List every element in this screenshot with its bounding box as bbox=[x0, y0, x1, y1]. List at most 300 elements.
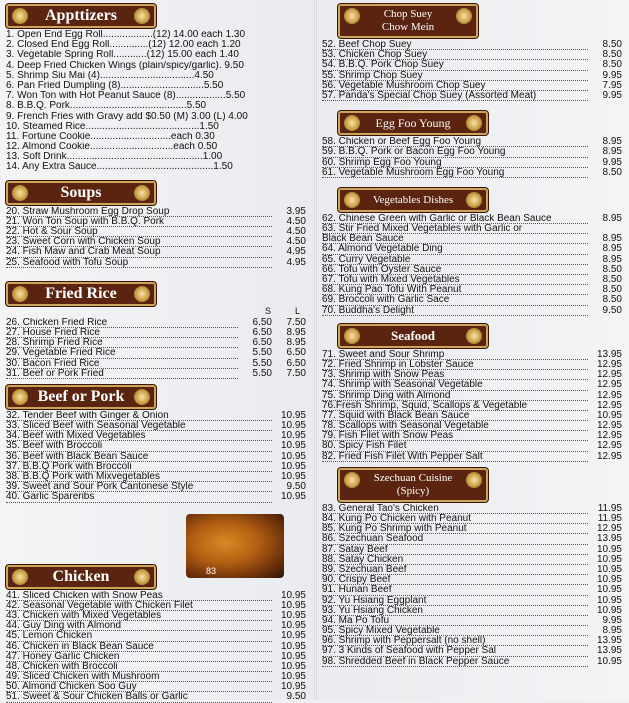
menu-item-price: 9.95 bbox=[602, 69, 622, 81]
section-banner-vegetables bbox=[338, 188, 488, 212]
menu-item-price: 9.95 bbox=[602, 156, 622, 168]
menu-item-price: 12.95 bbox=[596, 420, 622, 432]
menu-item-name: 20. Straw Mushroom Egg Drop Soup bbox=[6, 207, 272, 217]
menu-item-name: 77. Squid with Black Bean Sauce bbox=[322, 411, 588, 421]
menu-item-price: 8.50 bbox=[602, 59, 622, 71]
menu-item bbox=[6, 411, 306, 421]
section-banner-chop-suey bbox=[338, 4, 478, 38]
section-banner-soups bbox=[6, 181, 156, 205]
menu-item-price: 8.95 bbox=[602, 136, 622, 148]
egg-foo-young-list bbox=[322, 137, 622, 178]
menu-item bbox=[322, 452, 622, 462]
ornament-icon bbox=[134, 286, 150, 302]
menu-item bbox=[322, 596, 622, 606]
menu-item-price: 13.95 bbox=[596, 348, 622, 360]
menu-item-price: 13.95 bbox=[596, 635, 622, 647]
menu-item-price: 7.50 bbox=[286, 367, 306, 379]
menu-item-price: 12.95 bbox=[596, 369, 622, 381]
menu-item-price: 12.95 bbox=[596, 399, 622, 411]
section-title: Egg Foo Young bbox=[375, 115, 451, 130]
menu-item-name: 13. Soft Drink.................................................1.00 bbox=[6, 152, 223, 163]
page-fold bbox=[314, 0, 317, 700]
menu-item-name: 65. Curry Vegetable bbox=[322, 255, 588, 265]
vegetables-list bbox=[322, 214, 622, 316]
menu-item-price: 4.95 bbox=[286, 246, 306, 258]
menu-item-name: 31. Beef or Pork Fried bbox=[6, 369, 238, 379]
menu-item-name: 95. Spicy Mixed Vegetable bbox=[322, 626, 588, 636]
menu-item-price: 8.50 bbox=[602, 284, 622, 296]
menu-item-price: 4.50 bbox=[286, 215, 306, 227]
menu-item bbox=[6, 672, 306, 682]
menu-item-price: 10.95 bbox=[596, 574, 622, 586]
menu-item-price: 10.95 bbox=[596, 584, 622, 596]
menu-item-price: 9.50 bbox=[602, 304, 622, 316]
menu-item bbox=[322, 441, 622, 451]
menu-item-name: 30. Bacon Fried Rice bbox=[6, 359, 238, 369]
size-header bbox=[6, 306, 306, 316]
menu-item-price: 10.95 bbox=[280, 460, 306, 472]
menu-item-name: 28. Shrimp Fried Rice bbox=[6, 338, 238, 348]
menu-item bbox=[6, 152, 306, 162]
menu-item bbox=[322, 657, 622, 667]
menu-item bbox=[322, 60, 622, 70]
menu-item-name: 72. Fried Shrimp in Lobster Sauce bbox=[322, 360, 588, 370]
menu-item-price: 10.95 bbox=[596, 563, 622, 575]
menu-item-name: 9. French Fries with Gravy add $0.50 (M) 3.00 (L) 4.00 bbox=[6, 111, 248, 122]
menu-item-price: 10.95 bbox=[596, 409, 622, 421]
section-banner-chicken bbox=[6, 565, 156, 589]
menu-item-price: 8.95 bbox=[602, 146, 622, 158]
menu-item-name: 43. Chicken with Mixed Vegetables bbox=[6, 611, 272, 621]
ornament-icon bbox=[344, 192, 360, 208]
menu-item-name: 51. Sweet & Sour Chicken Balls or Garlic bbox=[6, 692, 272, 702]
menu-item-name: 36. Beef with Black Bean Sauce bbox=[6, 452, 272, 462]
menu-item bbox=[322, 636, 622, 646]
section-title: Seafood bbox=[390, 327, 436, 343]
menu-item bbox=[6, 227, 306, 237]
menu-item-name: 91. Hunan Beef bbox=[322, 585, 588, 595]
menu-item-price: 10.95 bbox=[596, 604, 622, 616]
menu-item-name: 54. B.B.Q. Pork Chop Suey bbox=[322, 60, 588, 70]
menu-item-price: 8.50 bbox=[602, 39, 622, 50]
menu-item bbox=[322, 646, 622, 656]
menu-item bbox=[6, 421, 306, 431]
menu-item-price: 8.50 bbox=[602, 49, 622, 61]
menu-item bbox=[322, 391, 622, 401]
menu-item-price: 10.95 bbox=[596, 543, 622, 555]
menu-item-name: 27. House Fried Rice bbox=[6, 328, 238, 338]
menu-item-name: 32. Tender Beef with Ginger & Onion bbox=[6, 411, 272, 421]
menu-item bbox=[322, 626, 622, 636]
menu-item-price: 10.95 bbox=[280, 660, 306, 672]
menu-item-name: 60. Shrimp Egg Foo Young bbox=[322, 158, 588, 168]
section-title: Chop Suey bbox=[383, 8, 433, 20]
menu-item-price: 8.50 bbox=[602, 166, 622, 178]
menu-item-name: 66. Tofu with Oyster Sauce bbox=[322, 265, 588, 275]
ornament-icon bbox=[344, 115, 360, 131]
menu-item-name: 71. Sweet and Sour Shrimp bbox=[322, 350, 588, 360]
menu-item-price: 8.95 bbox=[286, 337, 306, 349]
section-subtitle: (Spicy) bbox=[396, 484, 430, 497]
menu-item-price: 12.95 bbox=[596, 379, 622, 391]
menu-item bbox=[6, 50, 306, 60]
menu-item-name: 34. Beef with Mixed Vegetables bbox=[6, 431, 272, 441]
ornament-icon bbox=[466, 328, 482, 344]
menu-item-name: 74. Shrimp with Seasonal Vegetable bbox=[322, 380, 588, 390]
menu-item-price: 11.95 bbox=[597, 513, 622, 524]
menu-item-name: 40. Garlic Spareribs bbox=[6, 492, 272, 502]
menu-item-price: 10.95 bbox=[280, 681, 306, 693]
menu-item-price: 6.50 bbox=[252, 326, 272, 338]
menu-item bbox=[322, 431, 622, 441]
menu-item-name: 2. Closed End Egg Roll..............(12) 12.00 each 1.20 bbox=[6, 40, 241, 51]
menu-item bbox=[6, 132, 306, 142]
menu-item-name: 79. Fish Filet with Snow Peas bbox=[322, 431, 588, 441]
menu-item bbox=[322, 534, 622, 544]
menu-item-name: 83. General Tao's Chicken bbox=[322, 504, 588, 514]
ornament-icon bbox=[134, 389, 150, 405]
menu-item-price: 11.95 bbox=[597, 502, 622, 514]
menu-item-price: 9.50 bbox=[286, 481, 306, 493]
menu-item-name: 85. Kung Po Shrimp with Peanut bbox=[322, 524, 588, 534]
menu-item bbox=[322, 306, 622, 316]
menu-item bbox=[322, 524, 622, 534]
section-banner-beef-pork bbox=[6, 385, 156, 409]
soups-list bbox=[6, 207, 306, 268]
ornament-icon bbox=[344, 328, 360, 344]
beef-pork-list bbox=[6, 411, 306, 503]
ornament-icon bbox=[466, 472, 482, 488]
menu-item-name: 6. Pan Fried Dumpling (8)..............................5.50 bbox=[6, 80, 224, 91]
menu-item bbox=[6, 682, 306, 692]
menu-item-price: 8.50 bbox=[602, 263, 622, 275]
menu-item-name: 37. B.B.Q Pork with Broccoli bbox=[6, 462, 272, 472]
menu-item-name: 84. Kung Po Chicken with Peanut bbox=[322, 514, 588, 524]
menu-item bbox=[6, 101, 306, 111]
menu-item-price: 6.50 bbox=[252, 316, 272, 328]
menu-item bbox=[322, 40, 622, 50]
menu-item bbox=[6, 81, 306, 91]
menu-item-price: 8.50 bbox=[602, 274, 622, 285]
menu-item-name: 69. Broccoli with Garlic Sace bbox=[322, 295, 588, 305]
menu-item bbox=[322, 370, 622, 380]
menu-item-price: 3.95 bbox=[286, 205, 306, 217]
menu-item-price: 9.95 bbox=[602, 614, 622, 626]
menu-item-price: 8.95 bbox=[602, 253, 622, 265]
menu-item-price: 13.95 bbox=[596, 645, 622, 657]
menu-item bbox=[322, 50, 622, 60]
menu-item bbox=[322, 224, 622, 234]
menu-item bbox=[6, 142, 306, 152]
menu-item-name: 80. Spicy Fish Filet bbox=[322, 441, 588, 451]
menu-item-price: 10.95 bbox=[280, 471, 306, 482]
menu-item-price: 12.95 bbox=[596, 430, 622, 442]
menu-item-price: 10.95 bbox=[280, 599, 306, 611]
menu-item-price: 10.95 bbox=[280, 650, 306, 662]
menu-item bbox=[322, 168, 622, 178]
menu-item-name: 89. Szechuan Beef bbox=[322, 565, 588, 575]
menu-item bbox=[322, 606, 622, 616]
menu-item-name: 98. Shredded Beef in Black Pepper Sauce bbox=[322, 657, 588, 667]
menu-item-name: 35. Beef with Broccoli bbox=[6, 441, 272, 451]
fried-rice-list bbox=[6, 318, 306, 379]
menu-item-name: 24. Fish Maw and Crab Meat Soup bbox=[6, 247, 272, 257]
menu-item-name: 45. Lemon Chicken bbox=[6, 631, 272, 641]
menu-item-name: Black Bean Sauce bbox=[322, 234, 588, 244]
menu-item-price: 9.95 bbox=[602, 89, 622, 101]
menu-item-price: 6.50 bbox=[286, 347, 306, 359]
menu-item-name: 48. Chicken with Broccoli bbox=[6, 662, 272, 672]
menu-item bbox=[6, 482, 306, 492]
menu-item-name: 26. Chicken Fried Rice bbox=[6, 318, 238, 328]
ornament-icon bbox=[12, 8, 28, 24]
menu-item bbox=[322, 360, 622, 370]
menu-item bbox=[6, 601, 306, 611]
menu-item bbox=[322, 421, 622, 431]
menu-item-name: 52. Beef Chop Suey bbox=[322, 40, 588, 50]
menu-item bbox=[6, 652, 306, 662]
menu-item-name: 92. Yu Hsiang Eggplant bbox=[322, 596, 588, 606]
menu-item-name: 21. Won Ton Soup with B.B.Q. Pork bbox=[6, 217, 272, 227]
chop-suey-list bbox=[322, 40, 622, 101]
menu-item bbox=[322, 514, 622, 524]
menu-item-price: 8.95 bbox=[602, 625, 622, 637]
menu-item-price: 8.95 bbox=[602, 212, 622, 224]
size-large-label: L bbox=[294, 305, 300, 316]
menu-item-name: 44. Guy Ding with Almond bbox=[6, 621, 272, 631]
menu-item bbox=[322, 585, 622, 595]
menu-item-name: 42. Seasonal Vegetable with Chicken Filet bbox=[6, 601, 272, 611]
menu-item bbox=[322, 295, 622, 305]
menu-item-price: 10.95 bbox=[280, 589, 306, 601]
menu-item bbox=[6, 237, 306, 247]
menu-item-price: 10.95 bbox=[280, 440, 306, 452]
menu-item-name: 59. B.B.Q. Pork or Bacon Egg Foo Young bbox=[322, 147, 588, 157]
menu-item-name: 90. Crispy Beef bbox=[322, 575, 588, 585]
menu-item bbox=[6, 492, 306, 502]
right-column bbox=[322, 0, 622, 700]
menu-item-name: 87. Satay Beef bbox=[322, 545, 588, 555]
menu-item bbox=[322, 214, 622, 224]
ornament-icon bbox=[344, 472, 360, 488]
menu-item bbox=[322, 244, 622, 254]
menu-item-name: 96. Shrimp with Peppersalt (no shell) bbox=[322, 636, 588, 646]
size-small-label: S bbox=[264, 305, 271, 316]
section-banner-egg-foo-young bbox=[338, 111, 488, 135]
menu-item-price: 12.95 bbox=[596, 440, 622, 452]
ornament-icon bbox=[466, 192, 482, 208]
menu-item-price: 5.50 bbox=[252, 367, 272, 379]
menu-item bbox=[6, 642, 306, 652]
menu-item-price: 10.95 bbox=[280, 620, 306, 632]
menu-item bbox=[322, 616, 622, 626]
menu-item-name: 25. Seafood with Tofu Soup bbox=[6, 258, 272, 268]
menu-item-name: 78. Scallops with Seasonal Vegetable bbox=[322, 421, 588, 431]
menu-item-name: 68. Kung Pao Tofu With Peanut bbox=[322, 285, 588, 295]
menu-item bbox=[322, 411, 622, 421]
food-photo bbox=[186, 514, 284, 578]
menu-item bbox=[322, 401, 622, 411]
photo-label: 83 bbox=[206, 566, 217, 576]
menu-item-price: 10.95 bbox=[280, 491, 306, 503]
menu-item bbox=[6, 611, 306, 621]
menu-item bbox=[6, 162, 306, 172]
menu-item bbox=[322, 504, 622, 514]
menu-item bbox=[322, 234, 622, 244]
menu-item-name: 46. Chicken in Black Bean Sauce bbox=[6, 642, 272, 652]
menu-item-name: 49. Sliced Chicken with Mushroom bbox=[6, 672, 272, 682]
menu-item bbox=[6, 71, 306, 81]
menu-item bbox=[6, 631, 306, 641]
section-title: Soups bbox=[60, 183, 102, 201]
menu-item bbox=[6, 91, 306, 101]
section-title: Appttizers bbox=[45, 7, 117, 24]
menu-item bbox=[322, 285, 622, 295]
menu-item-name: 62. Chinese Green with Garlic or Black Bean Sauce bbox=[322, 214, 588, 224]
left-column bbox=[6, 0, 306, 703]
section-title: Chicken bbox=[52, 567, 110, 585]
menu-item bbox=[6, 40, 306, 50]
section-title: Szechuan Cuisine bbox=[373, 471, 453, 484]
menu-item-name: 63. Stir Fried Mixed Vegetables with Garlic or bbox=[322, 224, 588, 234]
menu-item-price: 8.50 bbox=[602, 294, 622, 306]
menu-item-name: 22. Hot & Sour Soup bbox=[6, 227, 272, 237]
menu-item-name: 61. Vegetable Mushroom Egg Foo Young bbox=[322, 168, 588, 178]
menu-item-name: 56. Vegetable Mushroom Chop Suey bbox=[322, 81, 588, 91]
ornament-icon bbox=[466, 115, 482, 131]
menu-item-price: 13.95 bbox=[596, 533, 622, 545]
ornament-icon bbox=[12, 389, 28, 405]
menu-item bbox=[6, 207, 306, 217]
menu-item-price: 5.50 bbox=[252, 357, 272, 369]
menu-item-price: 5.50 bbox=[252, 347, 272, 359]
menu-item-name: 88. Satay Chicken bbox=[322, 555, 588, 565]
menu-item-name: 41. Sliced Chicken with Snow Peas bbox=[6, 591, 272, 601]
section-banner-fried-rice bbox=[6, 282, 156, 306]
menu-item-name: 5. Shrimp Siu Mai (4)..................................4.50 bbox=[6, 70, 214, 81]
menu-item-price: 9.50 bbox=[286, 691, 306, 703]
menu-item bbox=[322, 555, 622, 565]
szechuan-list bbox=[322, 504, 622, 667]
menu-item bbox=[322, 81, 622, 91]
menu-item-price: 12.95 bbox=[596, 450, 622, 462]
ornament-icon bbox=[12, 185, 28, 201]
menu-item-name: 55. Shrimp Chop Suey bbox=[322, 71, 588, 81]
menu-item-name: 82. Fried Fish Filet With Pepper Salt bbox=[322, 452, 588, 462]
menu-item-name: 73. Shrimp with Snow Peas bbox=[322, 370, 588, 380]
menu-item-name: 58. Chicken or Beef Egg Foo Young bbox=[322, 137, 588, 147]
section-title: Vegetables Dishes bbox=[372, 193, 454, 206]
menu-item-name: 47. Honey Garlic Chicken bbox=[6, 652, 272, 662]
menu-item bbox=[6, 61, 306, 71]
menu-item-name: 14. Any Extra Sauce..........................................1.50 bbox=[6, 162, 233, 173]
menu-item bbox=[6, 30, 306, 40]
menu-item-price: 4.50 bbox=[286, 236, 306, 248]
menu-item-price: 12.95 bbox=[596, 389, 622, 401]
menu-item-name: 53. Chicken Chop Suey bbox=[322, 50, 588, 60]
menu-item-name: 7. Won Ton with Hot Peanut Sauce (8)..................5.50 bbox=[6, 91, 246, 102]
menu-item-price: 10.95 bbox=[280, 420, 306, 432]
menu-item-name: 10. Steamed Rice.........................................1.50 bbox=[6, 121, 219, 132]
menu-item-name: 39. Sweet and Sour Pork Cantonese Style bbox=[6, 482, 272, 492]
menu-item-price: 10.95 bbox=[280, 630, 306, 642]
menu-item-price: 10.95 bbox=[596, 655, 622, 667]
menu-item bbox=[322, 137, 622, 147]
menu-item bbox=[6, 591, 306, 601]
menu-item bbox=[6, 462, 306, 472]
menu-item-name: 93. Yu Hsiang Chicken bbox=[322, 606, 588, 616]
menu-item bbox=[322, 147, 622, 157]
section-title: Beef or Pork bbox=[37, 387, 125, 405]
menu-item-name: 67. Tofu with Mixed Vegetables bbox=[322, 275, 588, 285]
menu-item-name: 64. Almond Vegetable Ding bbox=[322, 244, 588, 254]
menu-item bbox=[322, 565, 622, 575]
seafood-list bbox=[322, 350, 622, 462]
menu-item bbox=[322, 158, 622, 168]
menu-item-price: 8.95 bbox=[602, 243, 622, 255]
menu-item-name: 57. Panda's Special Chop Suey (Assorted Meat) bbox=[322, 91, 588, 101]
menu-item bbox=[322, 575, 622, 585]
section-title: Fried Rice bbox=[45, 284, 117, 302]
menu-item bbox=[6, 441, 306, 451]
appetizers-list bbox=[6, 30, 306, 173]
menu-item-price: 10.95 bbox=[280, 640, 306, 652]
menu-item-price: 10.95 bbox=[596, 594, 622, 606]
menu-item bbox=[322, 255, 622, 265]
menu-item bbox=[6, 662, 306, 672]
menu-item-name: 29. Vegetable Fried Rice bbox=[6, 348, 238, 358]
menu-item-name: 76.Fresh Shrimp, Squid, Scallops & Vegetable bbox=[322, 401, 588, 411]
menu-item-price: 10.95 bbox=[280, 409, 306, 421]
menu-item bbox=[322, 265, 622, 275]
menu-item-price: 10.95 bbox=[280, 671, 306, 683]
menu-item-price: 7.50 bbox=[286, 316, 306, 328]
menu-item-name: 4. Deep Fried Chicken Wings (plain/spicy/garlic). 9.50 bbox=[6, 60, 244, 71]
menu-item-price: 8.95 bbox=[286, 326, 306, 338]
menu-item-name: 94. Ma Po Tofu bbox=[322, 616, 588, 626]
ornament-icon bbox=[456, 8, 472, 24]
menu-item bbox=[6, 247, 306, 257]
menu-item-name: 1. Open End Egg Roll..................(12) 14.00 each 1.30 bbox=[6, 30, 246, 40]
menu-item-price: 10.95 bbox=[280, 609, 306, 621]
menu-item bbox=[6, 112, 306, 122]
menu-item-name: 8. B.B.Q. Pork..........................................5.50 bbox=[6, 101, 207, 112]
menu-item-price: 8.95 bbox=[602, 233, 622, 245]
menu-item-price: 7.95 bbox=[602, 79, 622, 91]
menu-item bbox=[322, 545, 622, 555]
menu-item-price: 6.50 bbox=[252, 337, 272, 349]
menu-item bbox=[6, 452, 306, 462]
menu-item-name: 86. Szechuan Seafood bbox=[322, 534, 588, 544]
ornament-icon bbox=[12, 569, 28, 585]
section-subtitle: Chow Mein bbox=[381, 21, 435, 33]
ornament-icon bbox=[134, 569, 150, 585]
menu-item bbox=[322, 275, 622, 285]
menu-item-price: 12.95 bbox=[596, 358, 622, 370]
menu-item bbox=[322, 91, 622, 101]
menu-item bbox=[6, 621, 306, 631]
menu-item-price: 4.95 bbox=[286, 256, 306, 268]
menu-item bbox=[6, 472, 306, 482]
menu-item bbox=[322, 380, 622, 390]
section-banner-szechuan bbox=[338, 468, 488, 502]
menu-item bbox=[6, 431, 306, 441]
menu-item-price: 10.95 bbox=[596, 553, 622, 565]
menu-item bbox=[322, 71, 622, 81]
ornament-icon bbox=[344, 8, 360, 24]
chicken-list bbox=[6, 591, 306, 703]
menu-item-name: 75. Shrimp Ding with Almond bbox=[322, 391, 588, 401]
